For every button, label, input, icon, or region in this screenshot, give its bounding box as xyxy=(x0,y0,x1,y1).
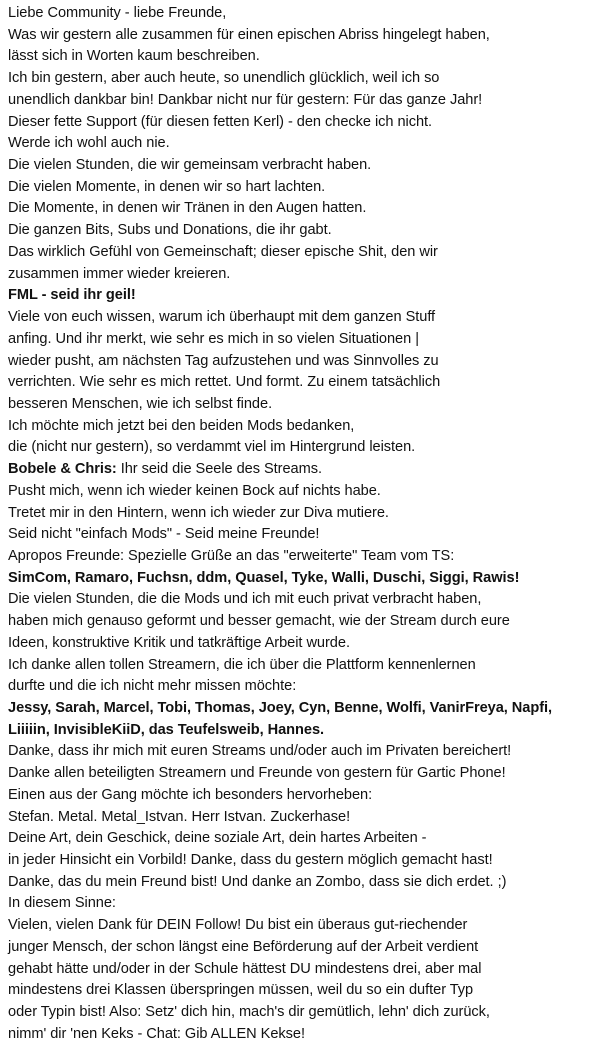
text-line: Ideen, konstruktive Kritik und tatkräftige Arbeit wurde. xyxy=(8,634,350,651)
text-line: Danke, dass ihr mich mit euren Streams und/oder auch im Privaten bereichert! xyxy=(8,743,512,760)
text-line: Die vielen Momente, in denen wir so hart lachten. xyxy=(8,178,326,195)
text-line: haben mich genauso geformt und besser gemacht, wie der Stream durch eure xyxy=(8,613,510,630)
text-line: Einen aus der Gang möchte ich besonders hervorheben: xyxy=(8,786,373,803)
text-line: Ich bin gestern, aber auch heute, so unendlich glücklich, weil ich so xyxy=(8,70,440,87)
text-line: Die vielen Stunden, die wir gemeinsam verbracht haben. xyxy=(8,157,372,174)
text-line: die (nicht nur gestern), so verdammt viel im Hintergrund leisten. xyxy=(8,439,416,456)
text-line: Das wirklich Gefühl von Gemeinschaft; dieser epische Shit, den wir xyxy=(8,243,438,260)
text-line: mindestens drei Klassen überspringen müssen, weil du so ein dufter Typ xyxy=(8,982,474,999)
text-line: Apropos Freunde: Spezielle Grüße an das "erweiterte" Team vom TS: xyxy=(8,547,455,564)
text-line: Danke, das du mein Freund bist! Und danke an Zombo, dass sie dich erdet. ;) xyxy=(8,873,507,890)
text-line: In diesem Sinne: xyxy=(8,895,116,912)
letter-body xyxy=(8,3,596,1046)
text-line: verrichten. Wie sehr es mich rettet. Und formt. Zu einem tatsächlich xyxy=(8,374,441,391)
text-line: Seid nicht "einfach Mods" - Seid meine Freunde! xyxy=(8,526,320,543)
text-line: Jessy, Sarah, Marcel, Tobi, Thomas, Joey, Cyn, Benne, Wolfi, VanirFreya, Napfi, xyxy=(8,700,553,716)
text-line: Die vielen Stunden, die die Mods und ich mit euch privat verbracht haben, xyxy=(8,591,482,608)
text-line: Vielen, vielen Dank für DEIN Follow! Du bist ein überaus gut-riechender xyxy=(8,917,468,934)
text-line: Liiiiin, InvisibleKiiD, das Teufelsweib, Hannes. xyxy=(8,721,325,738)
text-line: anfing. Und ihr merkt, wie sehr es mich in so vielen Situationen | xyxy=(8,330,419,347)
text-line: Stefan. Metal. Metal_Istvan. Herr Istvan. Zuckerhase! xyxy=(8,808,351,825)
text-line: Ich danke allen tollen Streamern, die ich über die Plattform kennenlernen xyxy=(8,656,476,673)
text-line: gehabt hätte und/oder in der Schule hättest DU mindestens drei, aber mal xyxy=(8,960,482,977)
text-line: Tretet mir in den Hintern, wenn ich wieder zur Diva mutiere. xyxy=(8,504,389,521)
text-line: unendlich dankbar bin! Dankbar nicht nur für gestern: Für das ganze Jahr! xyxy=(8,91,483,108)
text-line: Werde ich wohl auch nie. xyxy=(8,135,170,152)
text-line: zusammen immer wieder kreieren. xyxy=(8,265,231,282)
text-line: Dieser fette Support (für diesen fetten Kerl) - den checke ich nicht. xyxy=(8,113,433,130)
text-line: Viele von euch wissen, warum ich überhaupt mit dem ganzen Stuff xyxy=(8,309,436,326)
text-line: lässt sich in Worten kaum beschreiben. xyxy=(8,48,260,65)
text-line: Die ganzen Bits, Subs und Donations, die ihr gabt. xyxy=(8,222,332,239)
text-line: Was wir gestern alle zusammen für einen epischen Abriss hingelegt haben, xyxy=(8,26,490,43)
text-line: Pusht mich, wenn ich wieder keinen Bock auf nichts habe. xyxy=(8,482,381,499)
text-line: Deine Art, dein Geschick, deine soziale Art, dein hartes Arbeiten - xyxy=(8,830,427,847)
text-line xyxy=(8,459,596,481)
text-line: oder Typin bist! Also: Setz' dich hin, mach's dir gemütlich, lehn' dich zurück, xyxy=(8,1004,490,1021)
text-line: SimCom, Ramaro, Fuchsn, ddm, Quasel, Tyke, Walli, Duschi, Siggi, Rawis! xyxy=(8,569,520,586)
line-rest: Ihr seid die Seele des Streams. xyxy=(116,461,322,478)
text-line: FML - seid ihr geil! xyxy=(8,287,136,304)
text-line: Ich möchte mich jetzt bei den beiden Mods bedanken, xyxy=(8,417,355,434)
text-line: nimm' dir 'nen Keks - Chat: Gib ALLEN Kekse! xyxy=(8,1025,305,1042)
text-line: wieder pusht, am nächsten Tag aufzustehen und was Sinnvolles zu xyxy=(8,352,439,369)
text-line: Liebe Community - liebe Freunde, xyxy=(8,5,227,21)
bold-prefix: Bobele & Chris: xyxy=(8,461,117,478)
text-line: in jeder Hinsicht ein Vorbild! Danke, dass du gestern möglich gemacht hast! xyxy=(8,852,493,869)
text-line: besseren Menschen, wie ich selbst finde. xyxy=(8,395,273,412)
text-line: Danke allen beteiligten Streamern und Freunde von gestern für Gartic Phone! xyxy=(8,765,506,782)
text-line: junger Mensch, der schon längst eine Beförderung auf der Arbeit verdient xyxy=(8,938,479,955)
text-line: Die Momente, in denen wir Tränen in den Augen hatten. xyxy=(8,200,367,217)
text-line: durfte und die ich nicht mehr missen möchte: xyxy=(8,678,297,695)
